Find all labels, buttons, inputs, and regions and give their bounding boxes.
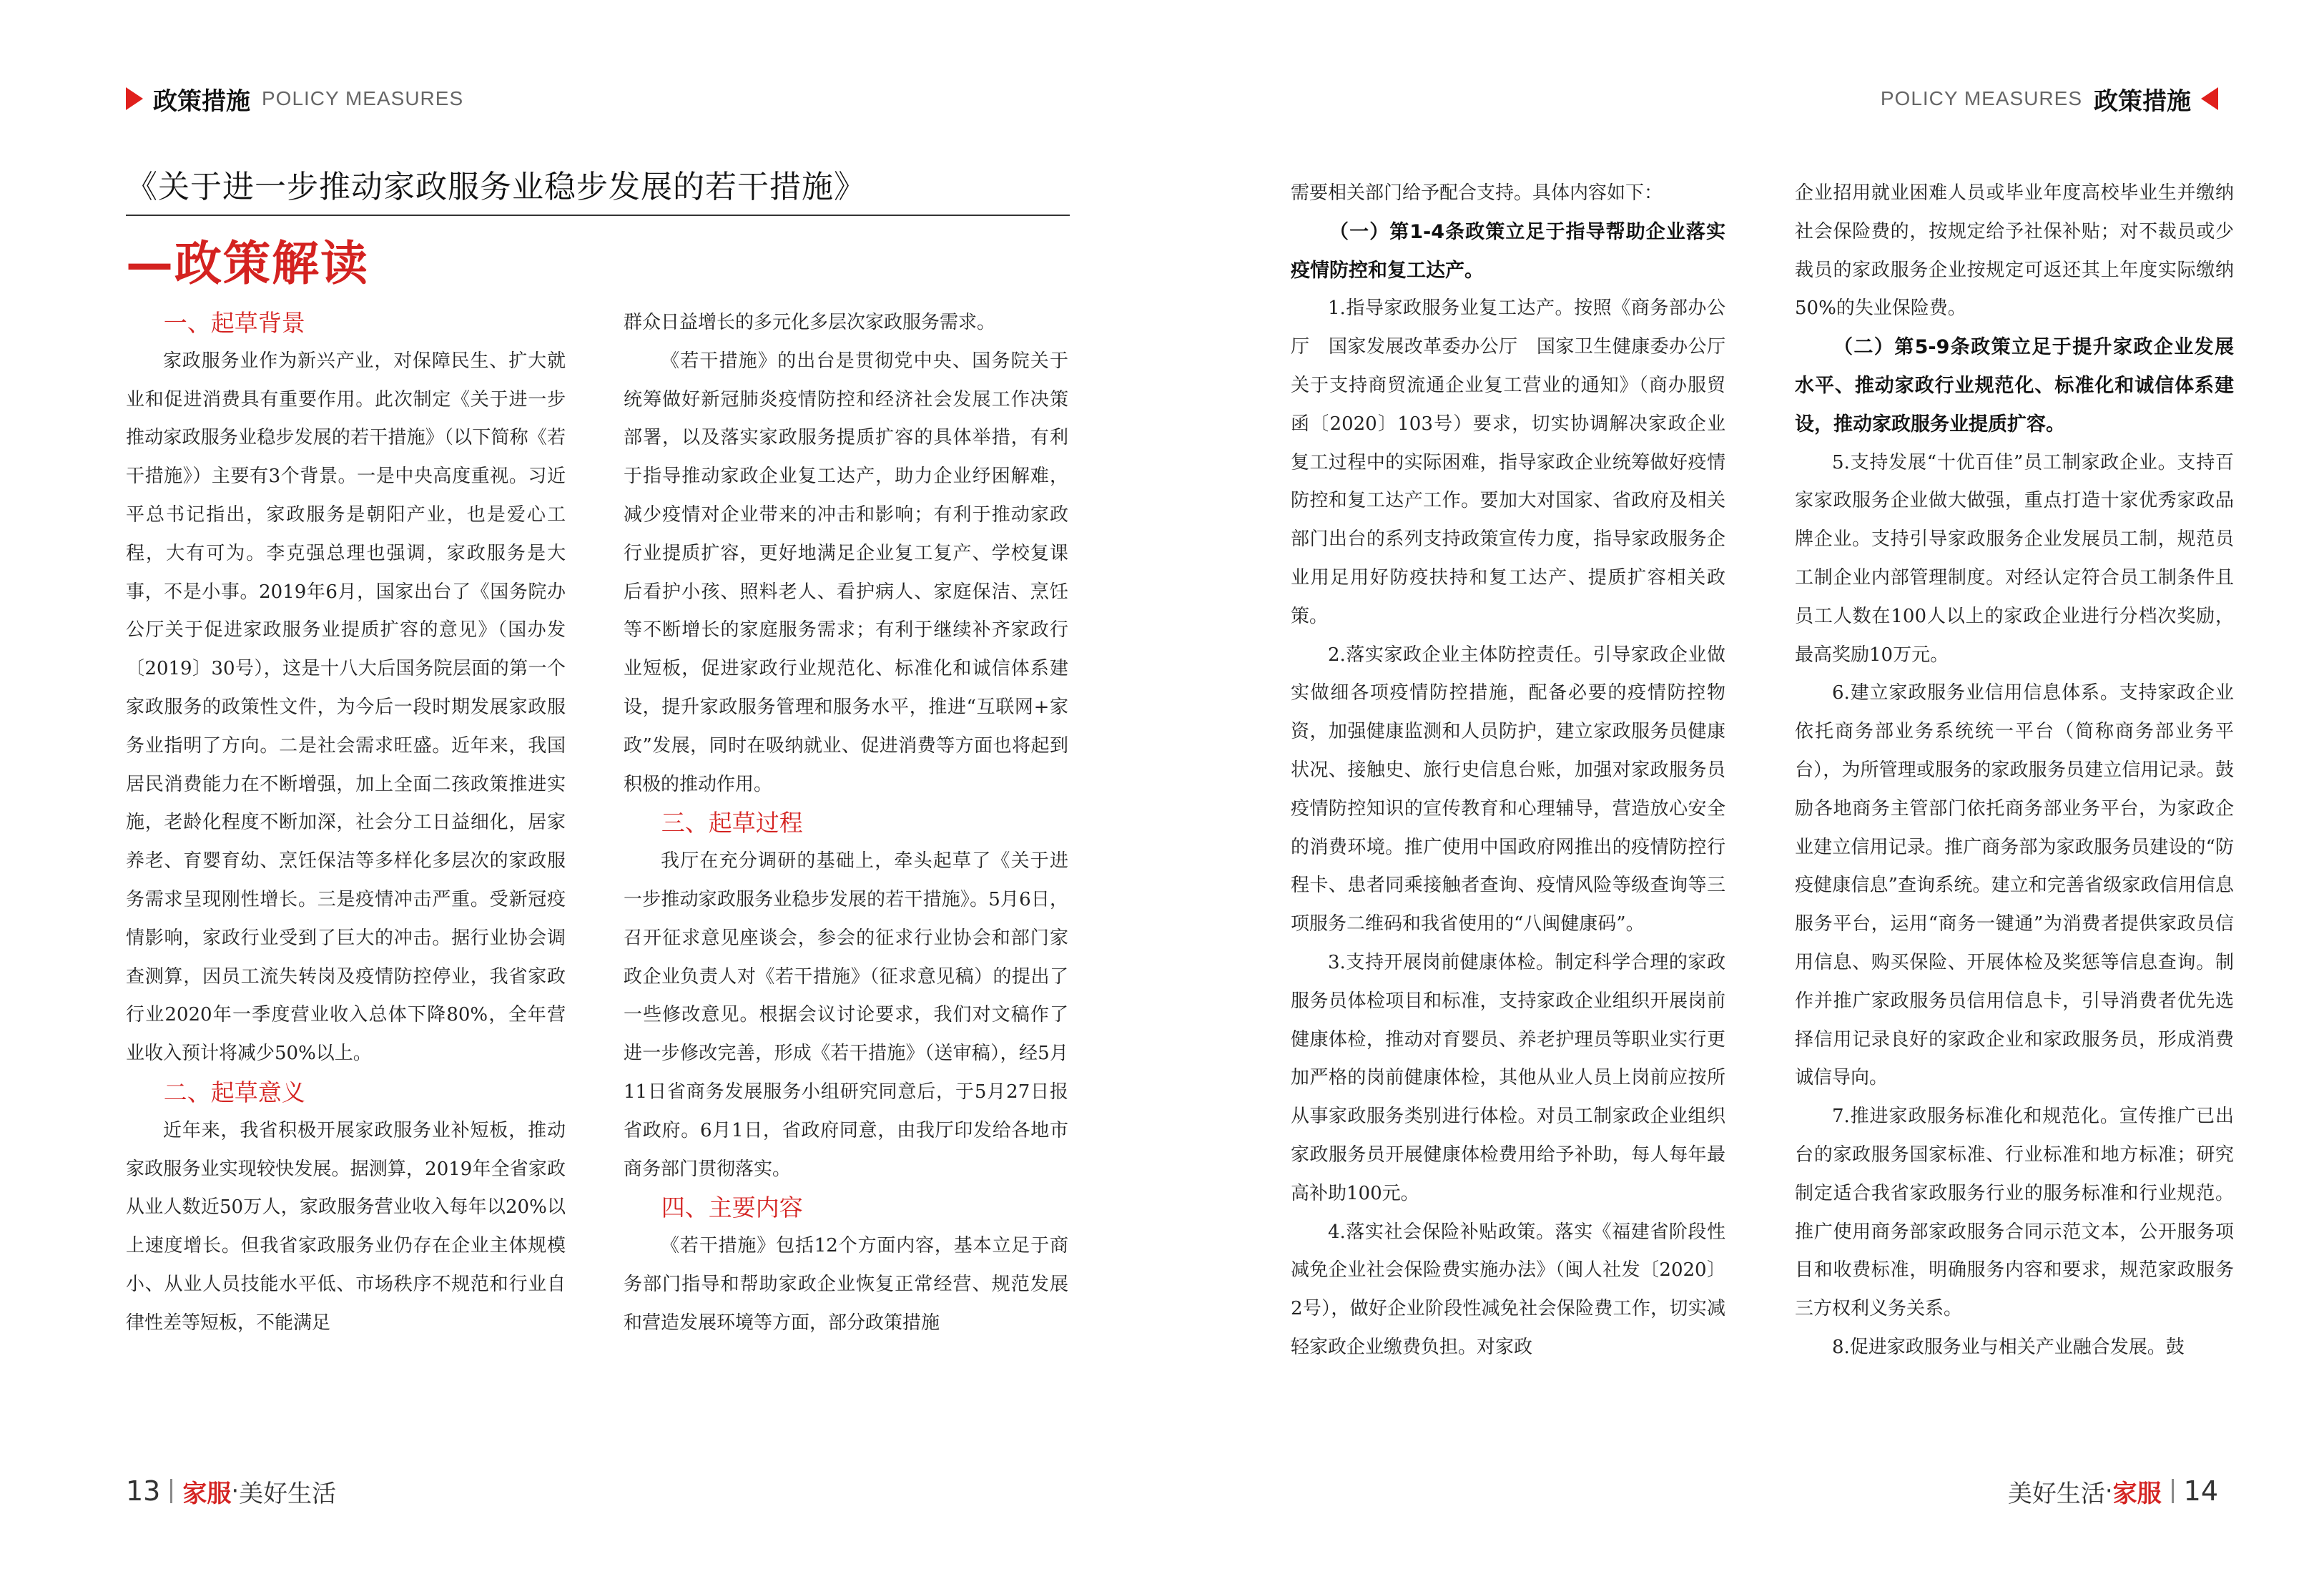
paragraph: 1.指导家政服务业复工达产。按照《商务部办公厅 国家发展改革委办公厅 国家卫生健康委办公厅关于支持商贸流通企业复工营业的通知》（商办服贸函〔2020〕103号）要求，切实协调解决家政企业复工过程中的实际困难，指导家政企业统筹做好疫情防控和复工达产工作。要加大对国家、省政府及相关部门出台的系列支持政策宣传力度，指导家政服务企业用足用好防疫扶持和复工达产、提质扩容相关政策。: [1291, 297, 1725, 627]
section-title-cn: 政策措施: [153, 87, 250, 116]
footer-brand: 家服: [182, 1479, 232, 1508]
footer-right: [2008, 1473, 2218, 1509]
section-heading: 一、起草背景: [163, 309, 305, 337]
paragraph: 近年来，我省积极开展家政服务业补短板，推动家政服务业实现较快发展。据测算，2019年全省家政从业人数近50万人，家政服务营业收入每年以20%以上速度增长。但我省家政服务业仍存在企业主体规模小、从业人员技能水平低、市场秩序不规范和行业自律性差等短板，不能满足: [126, 1119, 566, 1334]
page-number-left: 13: [126, 1475, 161, 1507]
text-column-1: [126, 304, 566, 1343]
paragraph: 需要相关部门给予配合支持。具体内容如下：: [1291, 182, 1663, 204]
paragraph: 我厅在充分调研的基础上，牵头起草了《关于进一步推动家政服务业稳步发展的若干措施》。5月6日，召开征求意见座谈会，参会的征求行业协会和部门家政企业负责人对《若干措施》（征求意见稿）的提出了一些修改意见。根据会议讨论要求，我们对文稿作了进一步修改完善，形成《若干措施》（送审稿），经5月11日省商务发展服务小组研究同意后，于5月27日报省政府。6月1日，省政府同意，由我厅印发给各地市商务部门贯彻落实。: [624, 850, 1068, 1180]
paragraph: 企业招用就业困难人员或毕业年度高校毕业生并缴纳社会保险费的，按规定给予社保补贴；对不裁员或少裁员的家政服务企业按规定可返还其上年度实际缴纳50%的失业保险费。: [1795, 182, 2234, 320]
paragraph: 6.建立家政服务业信用信息体系。支持家政企业依托商务部业务系统统一平台（简称商务部业务平台），为所管理或服务的家政服务员建立信用记录。鼓励各地商务主管部门依托商务部业务平台，为家政企业建立信用记录。推广商务部为家政服务员建设的“防疫健康信息”查询系统。建立和完善省级家政信用信息服务平台，运用“商务一键通”为消费者提供家政员信用信息、购买保险、开展体检及奖惩等信息查询。制作并推广家政服务员信用信息卡，引导消费者优先选择信用记录良好的家政企业和家政服务员，形成消费诚信导向。: [1795, 682, 2234, 1089]
paragraph: 2.落实家政企业主体防控责任。引导家政企业做实做细各项疫情防控措施，配备必要的疫情防控物资，加强健康监测和人员防护，建立家政服务员健康状况、接触史、旅行史信息台账，加强对家政服务员疫情防控知识的宣传教育和心理辅导，营造放心安全的消费环境。推广使用中国政府网推出的疫情防控行程卡、患者同乘接触者查询、疫情风险等级查询等三项服务二维码和我省使用的“八闽健康码”。: [1291, 644, 1725, 935]
section-title-cn: 政策措施: [2094, 87, 2191, 116]
header-right: [1881, 77, 2218, 120]
section-heading: 三、起草过程: [661, 809, 803, 837]
section-heading: 二、起草意义: [163, 1078, 305, 1106]
section-title-en: POLICY MEASURES: [1880, 87, 2082, 109]
footer-tagline: 美好生活: [239, 1479, 337, 1508]
header-left: [126, 77, 463, 120]
section-heading: 四、主要内容: [661, 1194, 803, 1222]
paragraph: 5.支持发展“十优百佳”员工制家政企业。支持百家家政服务企业做大做强，重点打造十家优秀家政品牌企业。支持引导家政服务企业发展员工制，规范员工制企业内部管理制度。对经认定符合员工制条件且员工人数在100人以上的家政企业进行分档次奖励，最高奖励10万元。: [1795, 451, 2234, 666]
footer-dot: ·: [2104, 1477, 2113, 1505]
footer-dot: ·: [231, 1477, 240, 1505]
paragraph: 4.落实社会保险补贴政策。落实《福建省阶段性减免企业社会保险费实施办法》（闽人社发〔2020〕2号），做好企业阶段性减免社会保险费工作，切实减轻家政企业缴费负担。对家政: [1291, 1221, 1725, 1358]
paragraph: 8.促进家政服务业与相关产业融合发展。鼓: [1832, 1336, 2185, 1358]
title-divider: [126, 215, 1070, 216]
bold-subheading: （一）第1-4条政策立足于指导帮助企业落实疫情防控和复工达产。: [1291, 220, 1725, 282]
footer-brand: 家服: [2112, 1479, 2162, 1508]
red-triangle-right-icon: [126, 87, 143, 110]
paragraph: 《若干措施》包括12个方面内容，基本立足于商务部门指导和帮助家政企业恢复正常经营、规范发展和营造发展环境等方面，部分政策措施: [624, 1235, 1068, 1334]
article-subtitle: —政策解读: [126, 236, 369, 291]
footer-divider: [170, 1479, 172, 1503]
article-title: 《关于进一步推动家政服务业稳步发展的若干措施》: [126, 169, 866, 205]
paragraph: 3.支持开展岗前健康体检。制定科学合理的家政服务员体检项目和标准，支持家政企业组织开展岗前健康体检，推动对育婴员、养老护理员等职业实行更加严格的岗前健康体检，其他从业人员上岗前应按所从事家政服务类别进行体检。对员工制家政企业组织家政服务员开展健康体检费用给予补助，每人每年最高补助100元。: [1291, 951, 1725, 1204]
footer-tagline: 美好生活: [2007, 1479, 2105, 1508]
footer-left: [126, 1473, 336, 1509]
text-column-3: [1291, 174, 1725, 1367]
footer-divider: [2172, 1479, 2174, 1503]
page-number-right: 14: [2183, 1475, 2218, 1507]
paragraph: 群众日益增长的多元化多层次家政服务需求。: [624, 312, 996, 333]
red-triangle-left-icon: [2201, 87, 2218, 110]
bold-subheading: （二）第5-9条政策立足于提升家政企业发展水平、推动家政行业规范化、标准化和诚信体系建设，推动家政服务业提质扩容。: [1795, 336, 2234, 436]
section-title-en: POLICY MEASURES: [262, 87, 464, 109]
paragraph: 7.推进家政服务标准化和规范化。宣传推广已出台的家政服务国家标准、行业标准和地方标准；研究制定适合我省家政服务行业的服务标准和行业规范。推广使用商务部家政服务合同示范文本，公开服务项目和收费标准，明确服务内容和要求，规范家政服务三方权利义务关系。: [1795, 1106, 2234, 1320]
text-column-2: [624, 304, 1068, 1343]
text-column-4: [1795, 174, 2234, 1367]
paragraph: 家政服务业作为新兴产业，对保障民生、扩大就业和促进消费具有重要作用。此次制定《关于进一步推动家政服务业稳步发展的若干措施》（以下简称《若干措施》）主要有3个背景。一是中央高度重视。习近平总书记指出，家政服务是朝阳产业，也是爱心工程，大有可为。李克强总理也强调，家政服务是大事，不是小事。2019年6月，国家出台了《国务院办公厅关于促进家政服务业提质扩容的意见》（国办发〔2019〕30号），这是十八大后国务院层面的第一个家政服务的政策性文件，为今后一段时期发展家政服务业指明了方向。二是社会需求旺盛。近年来，我国居民消费能力在不断增强，加上全面二孩政策推进实施，老龄化程度不断加深，社会分工日益细化，居家养老、育婴育幼、烹饪保洁等多样化多层次的家政服务需求呈现刚性增长。三是疫情冲击严重。受新冠疫情影响，家政行业受到了巨大的冲击。据行业协会调查测算，因员工流失转岗及疫情防控停业，我省家政行业2020年一季度营业收入总体下降80%，全年营业收入预计将减少50%以上。: [126, 350, 566, 1065]
paragraph: 《若干措施》的出台是贯彻党中央、国务院关于统筹做好新冠肺炎疫情防控和经济社会发展工作决策部署，以及落实家政服务提质扩容的具体举措，有利于指导推动家政企业复工达产，助力企业纾困解难，减少疫情对企业带来的冲击和影响；有利于推动家政行业提质扩容，更好地满足企业复工复产、学校复课后看护小孩、照料老人、看护病人、家庭保洁、烹饪等不断增长的家庭服务需求；有利于继续补齐家政行业短板，促进家政行业规范化、标准化和诚信体系建设，提升家政服务管理和服务水平，推进“互联网+家政”发展，同时在吸纳就业、促进消费等方面也将起到积极的推动作用。: [624, 350, 1068, 795]
